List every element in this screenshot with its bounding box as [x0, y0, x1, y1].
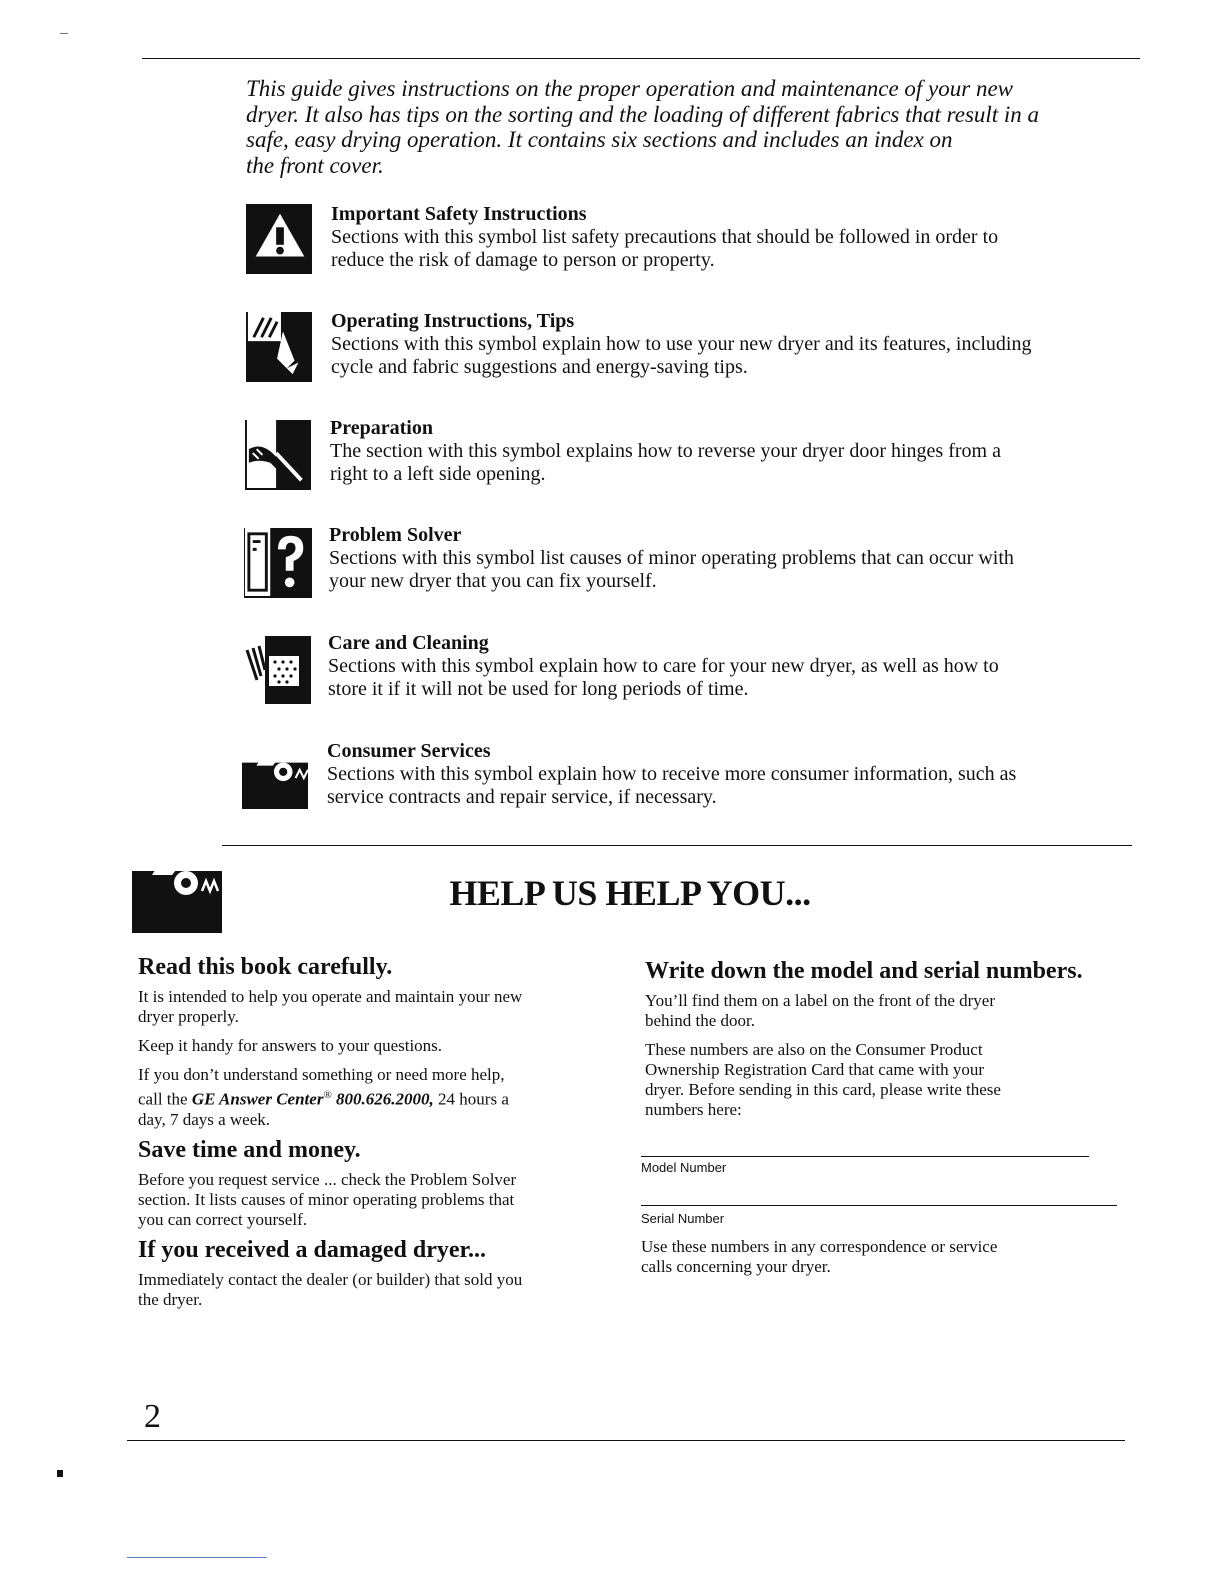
section-line: service contracts and repair service, if necessary.	[327, 786, 717, 808]
text-line: It is intended to help you operate and maintain your new	[138, 987, 523, 1006]
section-safety	[331, 203, 998, 272]
section-title: Care and Cleaning	[328, 632, 489, 654]
section-line: Sections with this symbol list causes of minor operating problems that can occur with	[329, 547, 1014, 569]
section-line: Sections with this symbol list safety precautions that should be followed in order to	[331, 226, 999, 248]
text-line: dryer properly.	[138, 1007, 239, 1026]
text-line: call the GE Answer Center® 800.626.2000, 24 hours a	[138, 1089, 509, 1109]
section-preparation	[330, 417, 1001, 486]
help-rule	[132, 845, 1132, 846]
text-line: These numbers are also on the Consumer Product	[645, 1040, 983, 1059]
text-line: the dryer.	[138, 1289, 203, 1309]
text-line: If you don’t understand something or need more help,	[138, 1065, 505, 1084]
model-number-label: Model Number	[641, 1160, 727, 1175]
section-line: right to a left side opening.	[330, 463, 546, 485]
text-line: calls concerning your dryer.	[641, 1257, 831, 1276]
help-title: HELP US HELP YOU...	[449, 873, 811, 913]
text-line: You’ll find them on a label on the front of the dryer	[645, 991, 996, 1010]
section-title: Operating Instructions, Tips	[331, 310, 575, 332]
answer-center-paragraph	[138, 1065, 618, 1130]
use-numbers-paragraph	[641, 1237, 1121, 1277]
registered-mark: ®	[323, 1089, 332, 1101]
text-line: behind the door.	[645, 1011, 756, 1030]
section-problem-solver	[329, 524, 1014, 593]
text-line: Keep it handy for answers to your questions.	[138, 1036, 443, 1055]
section-line: cycle and fabric suggestions and energy-saving tips.	[331, 356, 748, 378]
section-line: Sections with this symbol explain how to receive more consumer information, such as	[327, 763, 1017, 785]
read-paragraph	[138, 1036, 618, 1056]
registration-card-paragraph	[645, 1040, 1125, 1120]
section-care-cleaning	[328, 632, 999, 701]
section-title: Important Safety Instructions	[331, 203, 587, 225]
corner-tick	[60, 33, 68, 34]
serial-number-label: Serial Number	[641, 1211, 725, 1226]
text-line: Immediately contact the dealer (or builder) that sold you	[138, 1269, 523, 1289]
top-rule	[142, 58, 1140, 59]
bottom-rule	[127, 1440, 1125, 1441]
intro-line: safe, easy drying operation. It contains six sections and includes an index on	[246, 127, 953, 152]
section-title: Preparation	[330, 417, 433, 439]
intro-paragraph	[246, 76, 1126, 178]
screwdriver-hand-icon	[245, 420, 311, 490]
section-operating	[331, 310, 1031, 379]
section-line: Sections with this symbol explain how to use your new dryer and its features, including	[331, 333, 1032, 355]
section-title: Consumer Services	[327, 740, 491, 762]
damaged-paragraph	[138, 1270, 618, 1310]
warning-icon	[246, 204, 312, 274]
section-title: Problem Solver	[329, 524, 462, 546]
question-mark-icon	[244, 528, 312, 598]
phone-number: 800.626.2000,	[336, 1089, 434, 1109]
text-line: day, 7 days a week.	[138, 1109, 271, 1129]
text-line: you can correct yourself.	[138, 1209, 307, 1229]
section-line: The section with this symbol explains how to reverse your dryer door hinges from a	[330, 440, 1001, 462]
section-line: reduce the risk of damage to person or property.	[331, 249, 715, 271]
text-line: section. It lists causes of minor operating problems that	[138, 1189, 515, 1209]
read-heading: Read this book carefully.	[138, 954, 393, 980]
answer-center-name: GE Answer Center	[191, 1089, 324, 1109]
page-number: 2	[144, 1398, 161, 1435]
save-paragraph	[138, 1170, 618, 1230]
label-location-paragraph	[645, 991, 1125, 1031]
intro-line: the front cover.	[246, 152, 384, 178]
hand-pointing-icon	[246, 312, 312, 382]
damaged-heading: If you received a damaged dryer...	[138, 1236, 486, 1263]
read-paragraph	[138, 987, 618, 1027]
save-heading: Save time and money.	[138, 1136, 361, 1163]
section-line: store it if it will not be used for long periods of time.	[328, 678, 749, 700]
margin-mark	[57, 1470, 63, 1477]
text-line: numbers here:	[645, 1100, 742, 1119]
text-line: Before you request service ... check the Problem Solver	[138, 1169, 517, 1189]
telephone-icon	[132, 845, 222, 933]
text-line: dryer. Before sending in this card, please write these	[645, 1080, 1001, 1099]
help-left-column	[138, 953, 618, 1310]
intro-line: dryer. It also has tips on the sorting and the loading of different fabrics that result in a	[246, 101, 1040, 127]
section-consumer-services	[327, 740, 1016, 809]
sponge-hand-icon	[243, 636, 311, 704]
serial-number-line	[641, 1205, 1117, 1206]
blue-line	[127, 1557, 267, 1558]
section-line: your new dryer that you can fix yourself.	[329, 570, 657, 592]
section-line: Sections with this symbol explain how to care for your new dryer, as well as how to	[328, 655, 999, 677]
text-line: Ownership Registration Card that came with your	[645, 1060, 984, 1079]
intro-line: This guide gives instructions on the proper operation and maintenance of your new	[246, 76, 1014, 101]
help-right-column	[645, 957, 1125, 1120]
model-serial-heading: Write down the model and serial numbers.	[645, 958, 1083, 984]
model-number-line	[641, 1156, 1089, 1157]
text-line: Use these numbers in any correspondence or service	[641, 1237, 998, 1256]
telephone-icon	[242, 743, 308, 809]
